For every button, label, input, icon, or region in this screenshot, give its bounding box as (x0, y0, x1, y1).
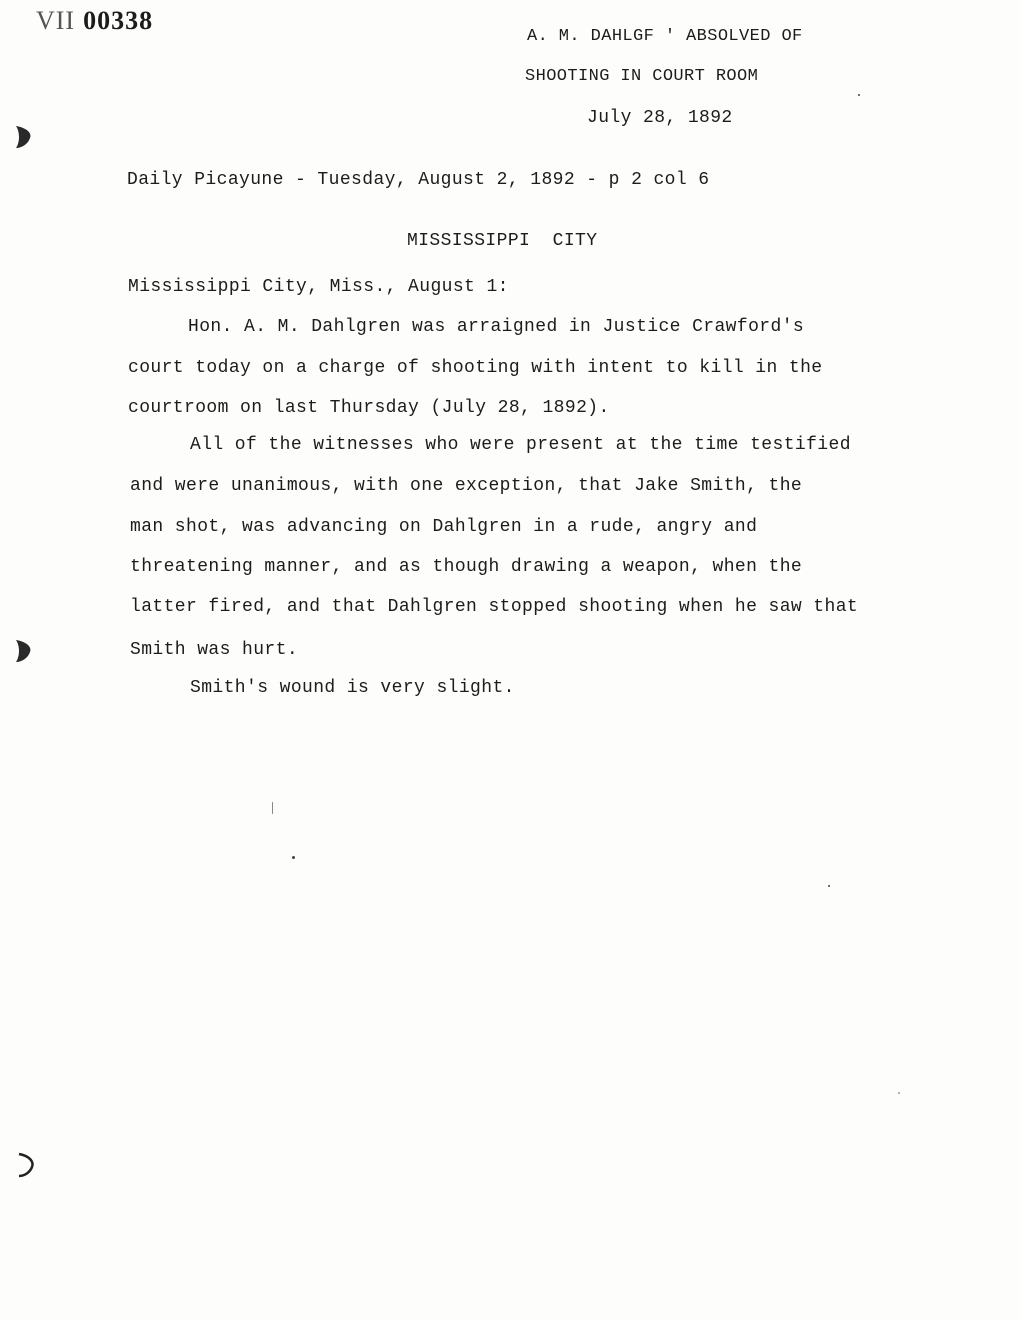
scan-speck (858, 94, 860, 96)
punch-hole-bottom (16, 1152, 38, 1178)
scan-speck (828, 885, 830, 887)
header-title-line2: SHOOTING IN COURT ROOM (525, 67, 759, 86)
scan-mark (272, 802, 273, 814)
header-date: July 28, 1892 (587, 108, 733, 128)
body-line: Smith was hurt. (130, 640, 299, 660)
body-line: Hon. A. M. Dahlgren was arraigned in Justice Crawford's (188, 317, 805, 337)
source-citation: Daily Picayune - Tuesday, August 2, 1892 - p 2 col 6 (127, 170, 710, 190)
header-title-line1: A. M. DAHLGF ' ABSOLVED OF (527, 27, 803, 46)
section-title: MISSISSIPPI CITY (407, 231, 598, 251)
document-number (36, 6, 154, 35)
body-line: threatening manner, and as though drawing a weapon, when the (130, 557, 803, 577)
scan-speck (898, 1092, 900, 1094)
document-id: 00338 (83, 6, 154, 35)
body-line: latter fired, and that Dahlgren stopped shooting when he saw that (130, 597, 859, 617)
body-line: Smith's wound is very slight. (190, 678, 515, 698)
punch-hole-top (12, 124, 34, 150)
body-line: man shot, was advancing on Dahlgren in a rude, angry and (130, 517, 758, 537)
body-line: All of the witnesses who were present at the time testified (190, 435, 851, 455)
body-line: court today on a charge of shooting with intent to kill in the (128, 358, 823, 378)
body-line: and were unanimous, with one exception, that Jake Smith, the (130, 476, 803, 496)
dateline: Mississippi City, Miss., August 1: (128, 277, 509, 297)
punch-hole-middle (12, 638, 34, 664)
roman-numeral: VII (36, 6, 76, 35)
scan-speck (292, 856, 295, 859)
body-line: courtroom on last Thursday (July 28, 1892). (128, 398, 610, 418)
